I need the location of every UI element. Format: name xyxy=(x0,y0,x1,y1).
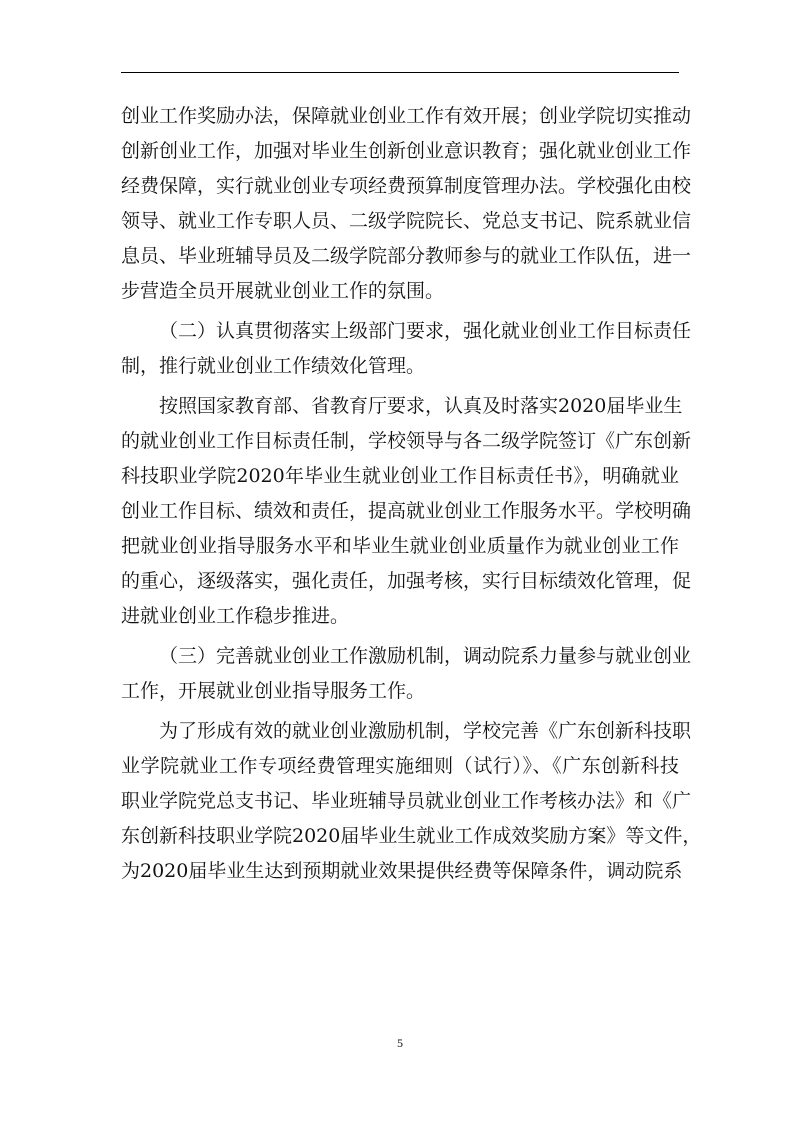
section-heading-line: （二）认真贯彻落实上级部门要求，强化就业创业工作目标责任 xyxy=(159,320,692,342)
text-line: 创新创业工作，加强对毕业生创新创业意识教育；强化就业创业工作 xyxy=(121,140,692,162)
text-line: 科技职业学院2020年毕业生就业创业工作目标责任书》，明确就业 xyxy=(121,465,679,487)
section-heading-line: 制，推行就业创业工作绩效化管理。 xyxy=(121,355,426,377)
text-line: 按照国家教育部、省教育厅要求，认真及时落实2020届毕业生 xyxy=(159,395,683,417)
text-line: 进就业创业工作稳步推进。 xyxy=(121,605,350,627)
text-line: 息员、毕业班辅导员及二级学院部分教师参与的就业工作队伍，进一 xyxy=(121,245,692,267)
text-line: 领导、就业工作专职人员、二级学院院长、党总支书记、院系就业信 xyxy=(121,210,692,232)
text-line: 把就业创业指导服务水平和毕业生就业创业质量作为就业创业工作 xyxy=(121,535,679,557)
text-line: 业学院就业工作专项经费管理实施细则（试行）》、《广东创新科技 xyxy=(121,755,679,777)
section-heading-line: （三）完善就业创业工作激励机制，调动院系力量参与就业创业 xyxy=(159,645,692,667)
text-line: 经费保障，实行就业创业专项经费预算制度管理办法。学校强化由校 xyxy=(121,175,692,197)
page-number: 5 xyxy=(397,1036,403,1050)
text-line: 创业工作奖励办法，保障就业创业工作有效开展；创业学院切实推动 xyxy=(121,105,692,127)
document-body xyxy=(121,99,702,889)
text-line: 为2020届毕业生达到预期就业效果提供经费等保障条件，调动院系 xyxy=(121,860,683,882)
text-line: 的就业创业工作目标责任制，学校领导与各二级学院签订《广东创新 xyxy=(121,430,692,452)
section-heading-line: 工作，开展就业创业指导服务工作。 xyxy=(121,680,426,702)
text-line: 职业学院党总支书记、毕业班辅导员就业创业工作考核办法》和《广 xyxy=(121,790,692,812)
text-line: 步营造全员开展就业创业工作的氛围。 xyxy=(121,280,445,302)
text-line: 的重心，逐级落实，强化责任，加强考核，实行目标绩效化管理，促 xyxy=(121,570,692,592)
header-rule xyxy=(121,72,679,73)
text-line: 创业工作目标、绩效和责任，提高就业创业工作服务水平。学校明确 xyxy=(121,500,692,522)
text-line: 为了形成有效的就业创业激励机制，学校完善《广东创新科技职 xyxy=(159,720,692,742)
text-line: 东创新科技职业学院2020届毕业生就业工作成效奖励方案》等文件， xyxy=(121,825,702,847)
